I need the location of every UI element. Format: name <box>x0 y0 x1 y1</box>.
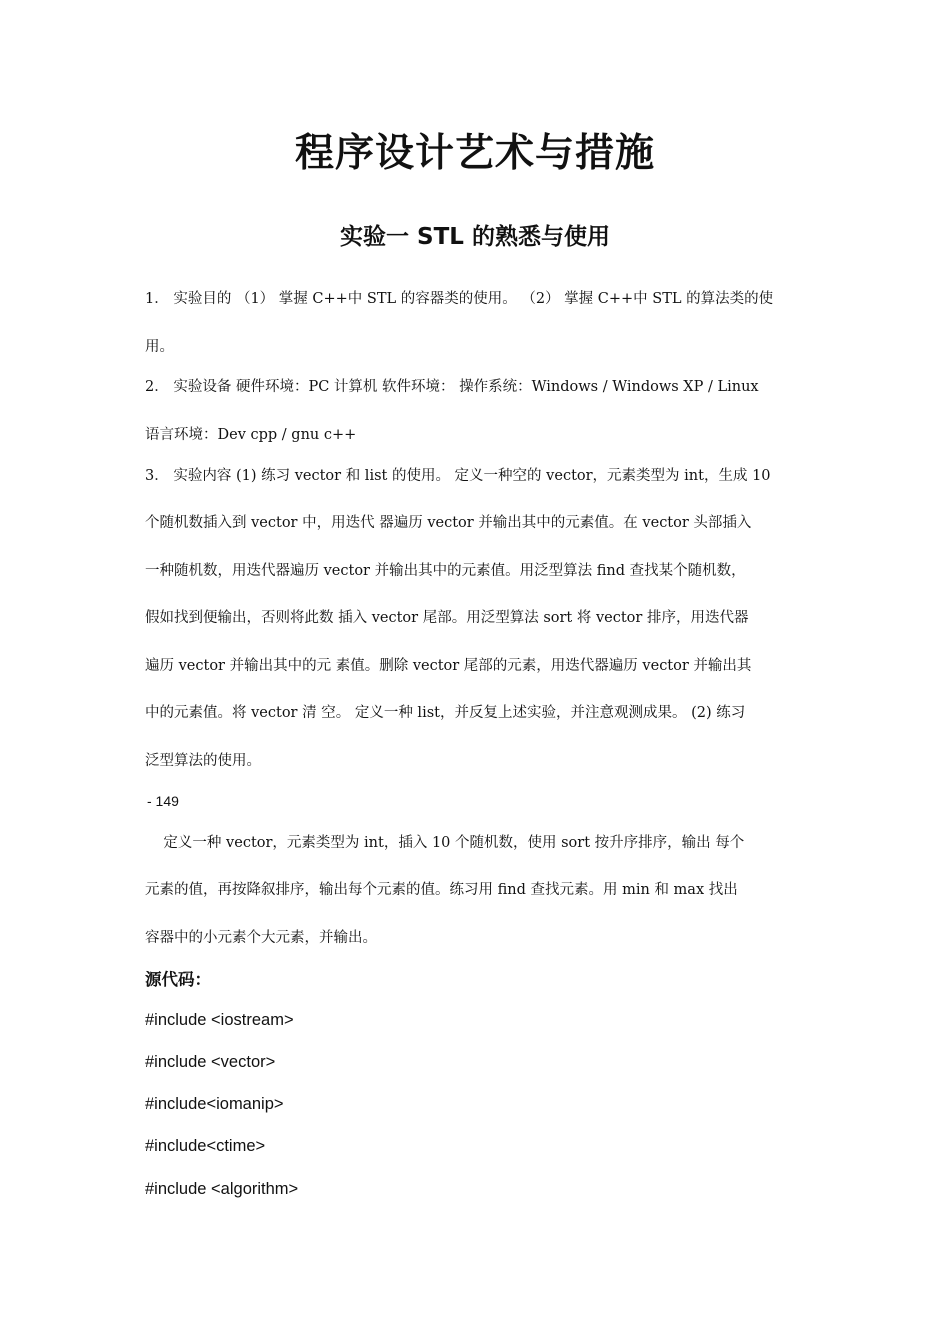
paragraph-line: 中的元素值。将 vector 清 空。 定义一种 list，并反复上述实验，并注意观测成果。 (2) 练习 <box>145 705 746 721</box>
paragraph-line: 3． 实验内容 (1) 练习 vector 和 list 的使用。 定义一种空的 vector，元素类型为 int，生成 10 <box>145 468 771 484</box>
paragraph-line: 假如找到便输出，否则将此数 插入 vector 尾部。用泛型算法 sort 将 vector 排序，用迭代器 <box>145 610 749 626</box>
paragraph-line: 元素的值，再按降叙排序，输出每个元素的值。练习用 find 查找元素。用 min 和 max 找出 <box>145 882 738 898</box>
document-subtitle: 实验一 STL 的熟悉与使用 <box>340 224 610 250</box>
paragraph-line: 2． 实验设备 硬件环境：PC 计算机 软件环境： 操作系统：Windows / Windows XP / Linux <box>145 379 759 395</box>
paragraph-line: 遍历 vector 并输出其中的元 素值。删除 vector 尾部的元素，用迭代器遍历 vector 并输出其 <box>145 658 752 674</box>
paragraph-line: 容器中的小元素个大元素，并输出。 <box>145 930 377 946</box>
page-number: - 149 <box>147 793 179 809</box>
code-line: #include <iostream> <box>145 1011 294 1029</box>
document-title: 程序设计艺术与措施 <box>294 130 655 176</box>
paragraph-line: 一种随机数，用迭代器遍历 vector 并输出其中的元素值。用泛型算法 find 查找某个随机数， <box>145 563 746 579</box>
source-code-heading: 源代码： <box>145 970 211 989</box>
paragraph-line: 用。 <box>145 339 174 355</box>
code-line: #include<ctime> <box>145 1137 266 1155</box>
paragraph-line: 泛型算法的使用。 <box>145 753 261 769</box>
code-line: #include <vector> <box>145 1053 276 1071</box>
paragraph-line: 语言环境：Dev cpp / gnu c++ <box>145 427 357 443</box>
code-line: #include <algorithm> <box>145 1180 299 1198</box>
paragraph-line: 定义一种 vector，元素类型为 int，插入 10 个随机数，使用 sort 按升序排序，输出 每个 <box>145 835 745 851</box>
paragraph-line: 1． 实验目的 （1） 掌握 C++中 STL 的容器类的使用。 （2） 掌握 C++中 STL 的算法类的使 <box>145 291 774 307</box>
code-line: #include<iomanip> <box>145 1095 284 1113</box>
paragraph-line: 个随机数插入到 vector 中，用迭代 器遍历 vector 并输出其中的元素值。在 vector 头部插入 <box>145 515 752 531</box>
